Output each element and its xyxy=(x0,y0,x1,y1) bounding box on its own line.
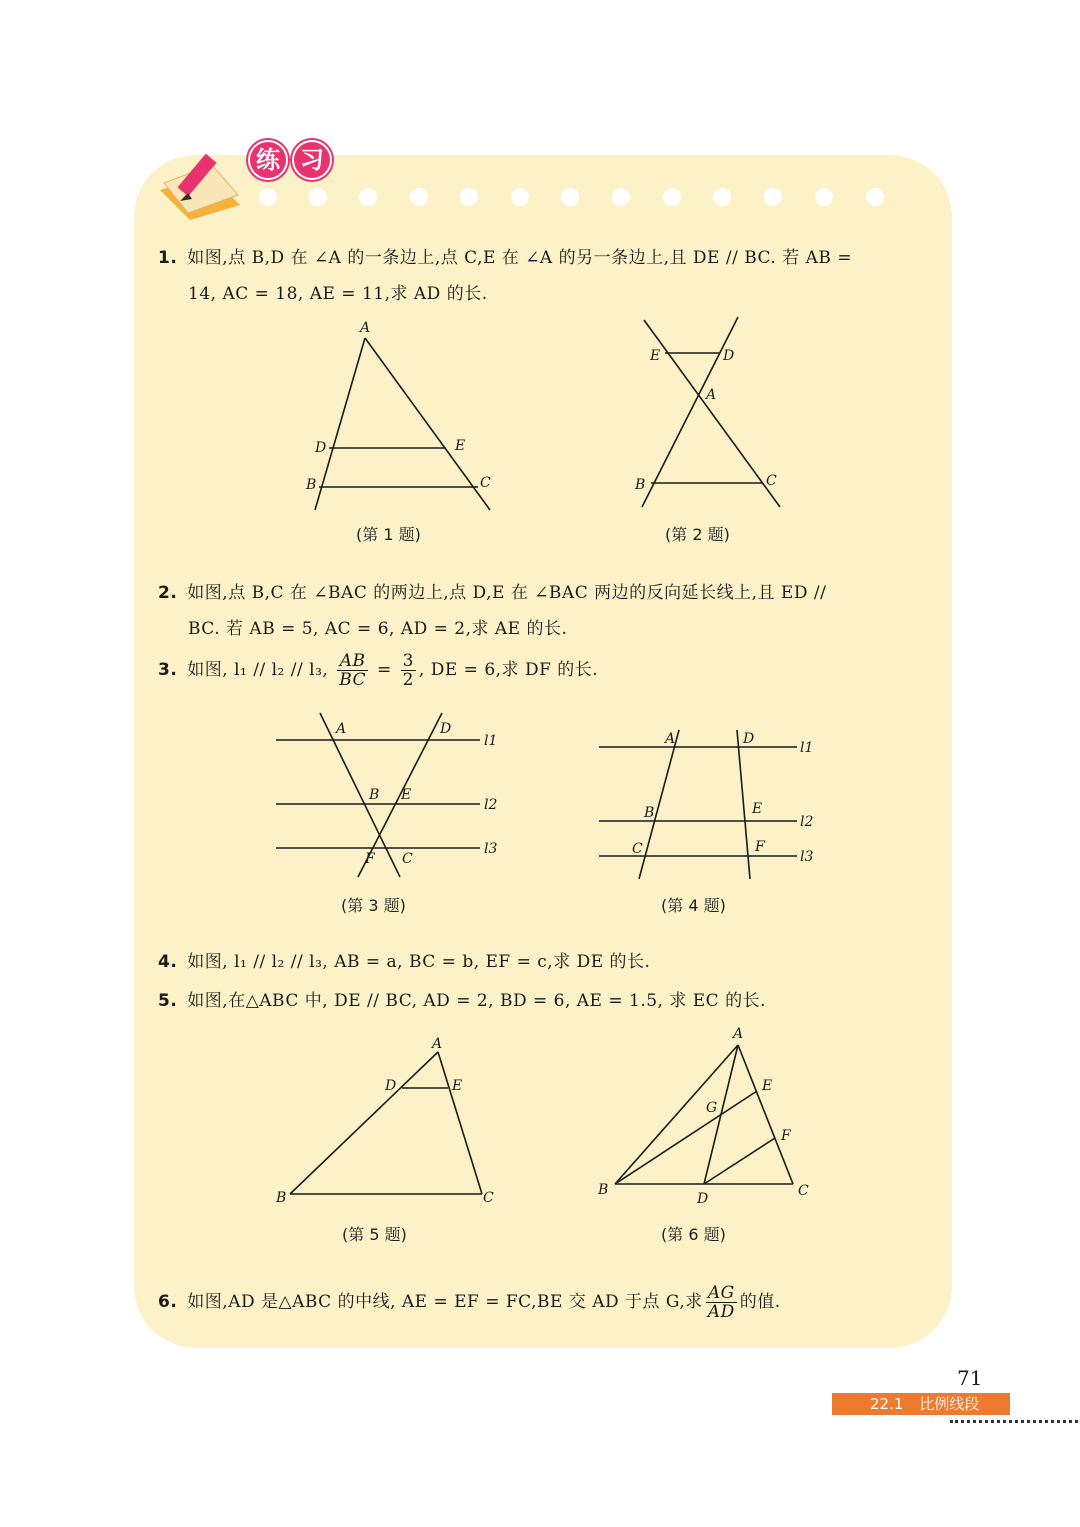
question-number: 2. xyxy=(158,583,178,603)
pencil-scroll-icon xyxy=(150,135,250,225)
question-text-cont: BC. 若 AB = 5, AC = 6, AD = 2,求 AE 的长. xyxy=(188,619,568,639)
fig2-label-d: D xyxy=(723,348,735,364)
question-number: 3. xyxy=(158,660,178,680)
fig4-label-l2: l2 xyxy=(800,814,814,830)
fig6-label-b: B xyxy=(598,1182,609,1198)
figure-3 xyxy=(270,705,510,885)
fig4-label-f: F xyxy=(755,839,765,855)
fig6-label-f: F xyxy=(781,1128,791,1144)
question-number: 6. xyxy=(158,1292,178,1312)
fig5-label-d: D xyxy=(385,1078,397,1094)
question-text: 如图,在△ABC 中, DE // BC, AD = 2, BD = 6, AE = 1.5, 求 EC 的长. xyxy=(187,991,766,1011)
fig1-label-b: B xyxy=(306,477,317,493)
fig3-label-l3: l3 xyxy=(484,841,498,857)
fig4-label-e: E xyxy=(752,801,763,817)
figure-5 xyxy=(270,1030,510,1210)
fig6-label-e: E xyxy=(762,1078,773,1094)
caption-fig4: (第 4 题) xyxy=(661,896,726,915)
question-3 xyxy=(158,652,598,689)
fig1-label-c: C xyxy=(480,475,491,491)
fraction-denominator: BC xyxy=(339,670,367,690)
fraction-denominator: 2 xyxy=(402,670,414,690)
fig5-label-c: C xyxy=(483,1190,494,1206)
fraction-numerator: AB xyxy=(337,652,368,671)
question-number: 5. xyxy=(158,991,178,1011)
fig6-label-a: A xyxy=(733,1026,744,1042)
fig3-label-c: C xyxy=(402,851,413,867)
fig2-label-a: A xyxy=(706,387,717,403)
fig6-label-g: G xyxy=(706,1100,718,1116)
section-tag xyxy=(832,1393,1010,1415)
fig5-label-e: E xyxy=(452,1078,463,1094)
fig4-label-a: A xyxy=(665,731,676,747)
fraction-numerator: AG xyxy=(706,1284,737,1303)
fraction-denominator: AD xyxy=(707,1302,735,1322)
exercise-panel xyxy=(134,155,952,1348)
question-text-cont: 的值. xyxy=(739,1292,781,1312)
title-char-1: 练 xyxy=(248,140,288,180)
question-text: 如图, l₁ // l₂ // l₃, AB = a, BC = b, EF = c,求 DE 的长. xyxy=(187,952,651,972)
exercise-title xyxy=(248,140,332,180)
title-char-2: 习 xyxy=(292,140,332,180)
fig3-label-d: D xyxy=(440,721,452,737)
question-text: 如图,AD 是△ABC 的中线, AE = EF = FC,BE 交 AD 于点 G,求 xyxy=(187,1292,703,1312)
fig3-label-a: A xyxy=(336,721,347,737)
fraction-numerator: 3 xyxy=(402,651,414,671)
caption-fig5: (第 5 题) xyxy=(342,1225,407,1244)
equals-sign: = xyxy=(376,660,392,680)
fig6-label-c: C xyxy=(798,1183,809,1199)
fig4-label-l1: l1 xyxy=(800,740,814,756)
section-number: 22.1 xyxy=(870,1395,904,1413)
question-6 xyxy=(158,1284,781,1321)
caption-fig6: (第 6 题) xyxy=(661,1225,726,1244)
fig5-label-a: A xyxy=(432,1036,443,1052)
fig6-label-d: D xyxy=(697,1191,709,1207)
fig2-label-c: C xyxy=(766,473,777,489)
fig3-label-f: F xyxy=(365,851,375,867)
fig2-label-e: E xyxy=(650,348,661,364)
caption-fig1: (第 1 题) xyxy=(356,525,421,544)
fig4-label-b: B xyxy=(644,805,655,821)
question-text: 如图, l₁ // l₂ // l₃, xyxy=(187,660,329,680)
question-text: 如图,点 B,C 在 ∠BAC 的两边上,点 D,E 在 ∠BAC 两边的反向延长线上,且 ED // xyxy=(187,583,827,603)
fraction-ag-ad xyxy=(706,1284,737,1321)
fraction-3-2 xyxy=(401,652,416,689)
question-text-cont: 14, AC = 18, AE = 11,求 AD 的长. xyxy=(188,284,488,304)
fig1-label-a: A xyxy=(360,320,371,336)
figure-4 xyxy=(595,725,825,885)
fig4-label-l3: l3 xyxy=(800,849,814,865)
fig3-label-l2: l2 xyxy=(484,797,498,813)
figure-2 xyxy=(630,315,790,515)
fig4-label-d: D xyxy=(743,731,755,747)
fig3-label-b: B xyxy=(369,787,380,803)
page-number: 71 xyxy=(957,1366,983,1390)
section-title: 比例线段 xyxy=(919,1395,980,1413)
figure-6 xyxy=(590,1020,820,1215)
fig4-label-c: C xyxy=(632,841,643,857)
question-number: 4. xyxy=(158,952,178,972)
fig1-label-d: D xyxy=(315,440,327,456)
caption-fig3: (第 3 题) xyxy=(341,896,406,915)
question-4 xyxy=(158,944,650,980)
figure-1 xyxy=(290,315,510,515)
fig3-label-e: E xyxy=(401,787,412,803)
fig1-label-e: E xyxy=(455,438,466,454)
fraction-ab-bc xyxy=(337,652,368,689)
question-text-cont: , DE = 6,求 DF 的长. xyxy=(418,660,599,680)
footer-dotted-rule xyxy=(950,1416,1078,1423)
question-text: 如图,点 B,D 在 ∠A 的一条边上,点 C,E 在 ∠A 的另一条边上,且 DE // BC. 若 AB = xyxy=(187,248,853,268)
fig5-label-b: B xyxy=(276,1190,287,1206)
fig2-label-b: B xyxy=(635,477,646,493)
question-1 xyxy=(158,240,852,312)
question-number: 1. xyxy=(158,248,178,268)
question-5 xyxy=(158,983,766,1019)
question-2 xyxy=(158,575,826,647)
fig3-label-l1: l1 xyxy=(484,733,498,749)
caption-fig2: (第 2 题) xyxy=(665,525,730,544)
